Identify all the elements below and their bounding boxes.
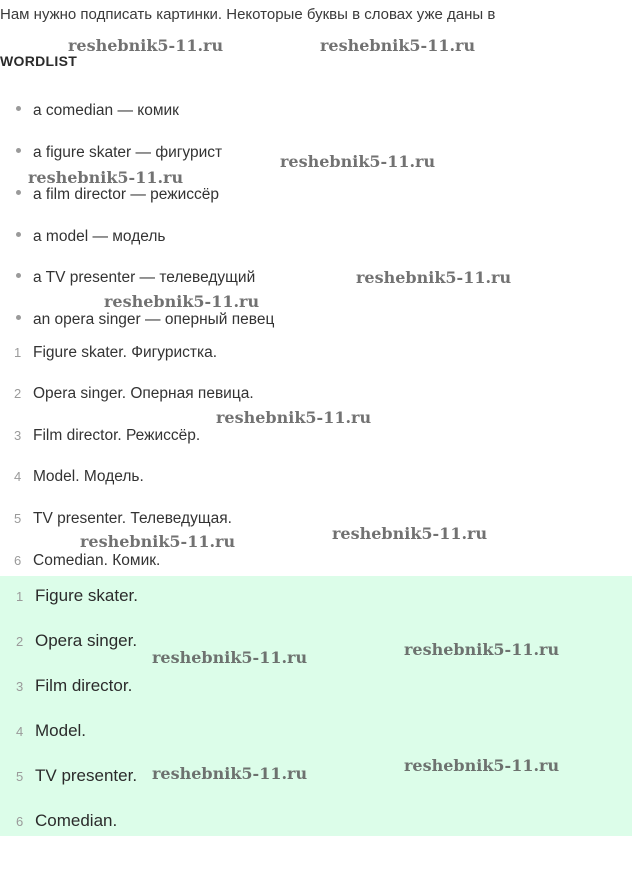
bullet-icon xyxy=(16,106,21,111)
answer-item: 6 Comedian. xyxy=(16,811,118,830)
watermark: reshebnik5-11.ru xyxy=(320,36,476,55)
translation-item: 3 Film director. Режиссёр. xyxy=(14,427,201,444)
watermark: reshebnik5-11.ru xyxy=(152,764,308,783)
watermark: reshebnik5-11.ru xyxy=(216,408,372,427)
bullet-icon xyxy=(16,190,21,195)
watermark: reshebnik5-11.ru xyxy=(80,532,236,551)
answer-item: 2 Opera singer. xyxy=(16,631,138,650)
watermark: reshebnik5-11.ru xyxy=(280,152,436,171)
watermark: reshebnik5-11.ru xyxy=(356,268,512,287)
bullet-icon xyxy=(16,315,21,320)
translation-item: 2 Opera singer. Оперная певица. xyxy=(14,385,254,402)
wordlist-item: a comedian — комик xyxy=(16,102,179,120)
answer-item: 1 Figure skater. xyxy=(16,586,138,605)
wordlist-item: a model — модель xyxy=(16,228,165,246)
wordlist-item: an opera singer — оперный певец xyxy=(16,311,274,329)
bullet-icon xyxy=(16,273,21,278)
answer-box xyxy=(0,576,632,836)
answer-item: 5 TV presenter. xyxy=(16,766,138,785)
wordlist-heading: WORDLIST xyxy=(0,53,78,69)
watermark: reshebnik5-11.ru xyxy=(152,648,308,667)
translation-item: 5 TV presenter. Телеведущая. xyxy=(14,510,232,527)
wordlist-item: a figure skater — фигурист xyxy=(16,144,222,162)
translation-item: 1 Figure skater. Фигуристка. xyxy=(14,344,218,361)
intro-text: Нам нужно подписать картинки. Некоторые буквы в словах уже даны в xyxy=(0,6,496,23)
watermark: reshebnik5-11.ru xyxy=(404,640,560,659)
translation-item: 6 Comedian. Комик. xyxy=(14,552,161,569)
answer-item: 4 Model. xyxy=(16,721,87,740)
watermark: reshebnik5-11.ru xyxy=(68,36,224,55)
watermark: reshebnik5-11.ru xyxy=(332,524,488,543)
watermark: reshebnik5-11.ru xyxy=(28,168,184,187)
bullet-icon xyxy=(16,148,21,153)
answer-item: 3 Film director. xyxy=(16,676,133,695)
wordlist-item: a TV presenter — телеведущий xyxy=(16,269,255,287)
watermark: reshebnik5-11.ru xyxy=(404,756,560,775)
watermark: reshebnik5-11.ru xyxy=(104,292,260,311)
translation-item: 4 Model. Модель. xyxy=(14,468,144,485)
bullet-icon xyxy=(16,232,21,237)
wordlist-item: a film director — режиссёр xyxy=(16,186,219,204)
